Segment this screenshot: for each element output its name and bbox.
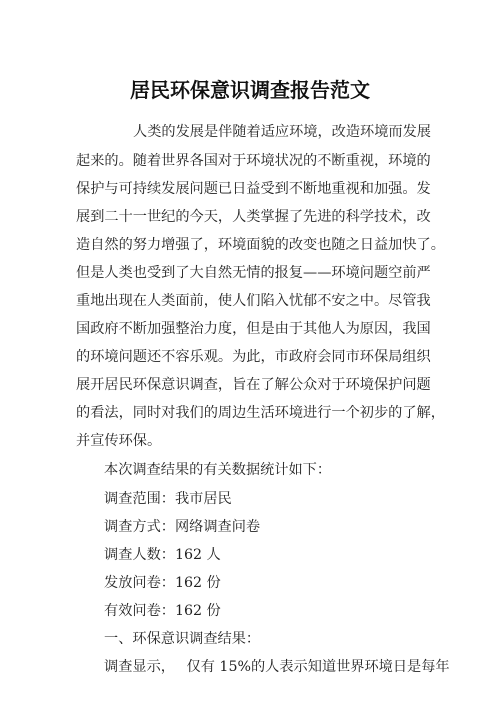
stats-item-distributed: 发放问卷：162 份: [104, 575, 221, 591]
paragraph-line: 国政府不断加强整治力度，但是由于其他人为原因，我国: [76, 321, 431, 337]
stats-item-scope: 调查范围：我市居民: [104, 491, 232, 507]
paragraph-line: 人类的发展是伴随着适应环境，改造环境而发展: [133, 124, 431, 140]
document-title: 居民环保意识调查报告范文: [130, 78, 370, 102]
paragraph-line: 展开居民环保意识调查，旨在了解公众对于环境保护问题: [76, 377, 431, 393]
paragraph-line: 展到二十一世纪的今天，人类掌握了先进的科学技术，改: [76, 209, 431, 225]
paragraph-line: 但是人类也受到了大自然无情的报复——环境问题空前严: [76, 265, 431, 281]
section-paragraph-line: 调查显示， 仅有 15%的人表示知道世界环境日是每年: [104, 659, 450, 675]
stats-item-method: 调查方式：网络调查问卷: [104, 519, 261, 535]
paragraph-line: 的环境问题还不容乐观。为此，市政府会同市环保局组织: [76, 349, 431, 365]
paragraph-line: 的看法，同时对我们的周边生活环境进行一个初步的了解，: [76, 405, 445, 421]
stats-item-valid: 有效问卷：162 份: [104, 603, 221, 619]
paragraph-line: 并宣传环保。: [76, 433, 162, 449]
paragraph-line: 造自然的努力增强了，环境面貌的改变也随之日益加快了。: [76, 237, 445, 253]
paragraph-line: 重地出现在人类面前，使人们陷入忧郁不安之中。尽管我: [76, 293, 431, 309]
paragraph-line: 起来的。随着世界各国对于环境状况的不断重视，环境的: [76, 153, 431, 169]
stats-item-respondents: 调查人数：162 人: [104, 547, 221, 563]
section-heading: 一、环保意识调查结果：: [104, 631, 261, 647]
stats-intro: 本次调查结果的有关数据统计如下：: [104, 462, 332, 478]
paragraph-line: 保护与可持续发展问题已日益受到不断地重视和加强。发: [76, 181, 431, 197]
